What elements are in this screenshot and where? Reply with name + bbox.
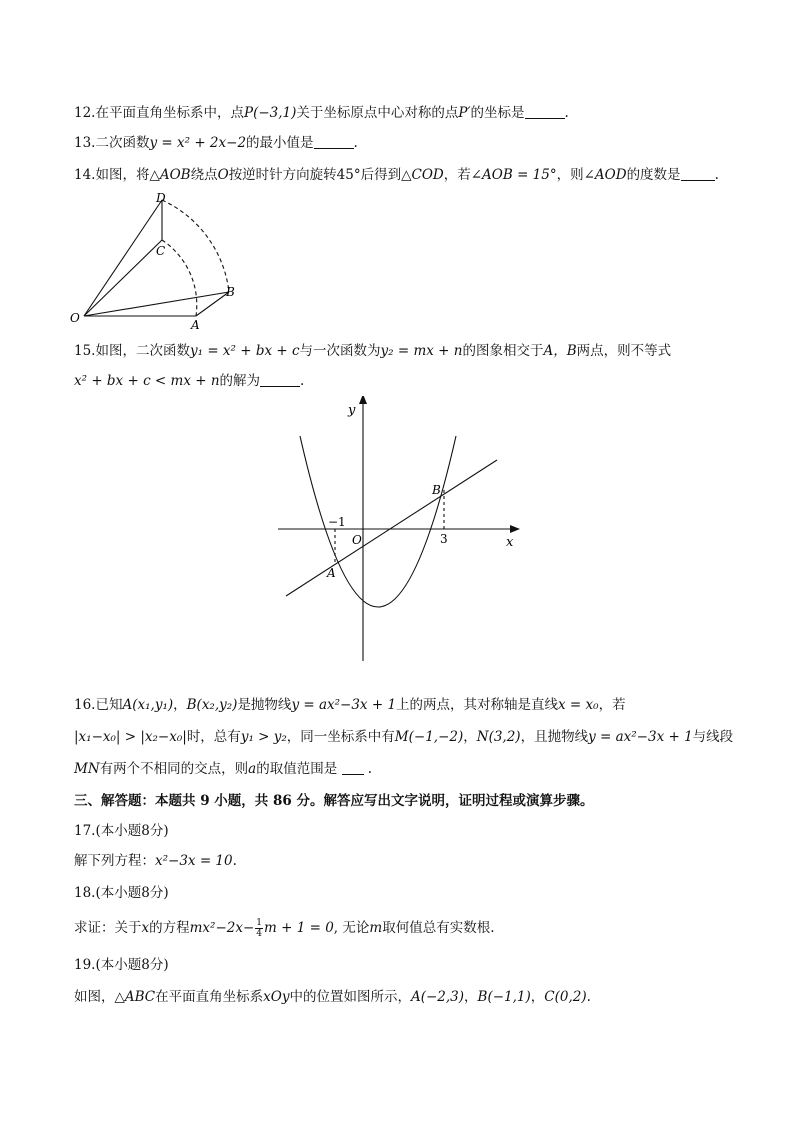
question-19: 如图，△ABC在平面直角坐标系xOy中的位置如图所示，A(−2,3)，B(−1,1)，C(0,2).: [74, 989, 591, 1005]
label-O: O: [352, 533, 362, 547]
question-15: 15.如图，二次函数y₁ = x² + bx + c与一次函数为y₂ = mx + n的图象相交于A，B两点，则不等式: [74, 343, 672, 359]
fraction-one-quarter: $\frac{1}{4}$: [256, 918, 263, 939]
question-18-heading: 18.(本小题8分): [74, 885, 169, 901]
segment-OD: [84, 200, 162, 316]
y-axis-arrow-icon: [359, 396, 367, 404]
arc-C-A: [162, 240, 197, 316]
question-13: 13.二次函数y = x² + 2x−2的最小值是 .: [74, 135, 358, 151]
question-12: 12.在平面直角坐标系中，点P(−3,1)关于坐标原点中心对称的点P′的坐标是 .: [74, 105, 569, 121]
segment-AB: [196, 292, 229, 316]
question-16-line3: MN有两个不相同的交点，则a的取值范围是 .: [74, 761, 373, 777]
answer-blank[interactable]: [525, 106, 565, 119]
arc-D-B: [162, 200, 229, 292]
question-16-line2: |x₁−x₀| > |x₂−x₀|时，总有y₁ > y₂，同一坐标系中有M(−1,−2)，N(3,2)，且抛物线y = ax²−3x + 1与线段: [74, 729, 734, 745]
question-15-line2: x² + bx + c < mx + n的解为 .: [74, 373, 305, 389]
label-C: C: [156, 244, 166, 258]
question-19-heading: 19.(本小题8分): [74, 957, 169, 973]
label-D: D: [156, 191, 166, 205]
answer-blank[interactable]: [681, 168, 715, 181]
rotation-figure: [66, 190, 246, 330]
answer-blank[interactable]: [260, 374, 300, 387]
label-B: B: [432, 483, 441, 497]
label-3: 3: [440, 532, 448, 546]
section-heading: 三、解答题：本题共 9 小题，共 86 分。解答应写出文字说明，证明过程或演算步骤。: [74, 793, 594, 809]
linear-function-line: [286, 460, 497, 596]
segment-OB: [84, 292, 229, 316]
x-axis-arrow-icon: [510, 525, 520, 533]
question-18: 求证：关于x的方程mx²−2x− $\frac{1}{4}$ m + 1 = 0, 无论m取何值总有实数根.: [74, 918, 495, 939]
label-x: x: [506, 535, 514, 550]
question-17: 解下列方程：x²−3x = 10.: [74, 853, 237, 869]
parabola-curve: [300, 436, 456, 607]
label-B: B: [226, 285, 235, 299]
label-y: y: [348, 403, 356, 418]
label-O: O: [70, 311, 80, 325]
label-neg1: −1: [328, 515, 346, 529]
answer-blank[interactable]: [314, 136, 354, 149]
answer-blank[interactable]: [342, 762, 364, 775]
parabola-line-figure: [270, 396, 530, 666]
label-A: A: [327, 566, 336, 580]
label-A: A: [191, 318, 200, 330]
question-16: 16.已知A(x₁,y₁)，B(x₂,y₂)是抛物线y = ax²−3x + 1上的两点，其对称轴是直线x = x₀，若: [74, 697, 626, 713]
question-17-heading: 17.(本小题8分): [74, 823, 169, 839]
question-14: 14.如图，将△AOB绕点O按逆时针方向旋转45°后得到△COD，若∠AOB = 15°，则∠AOD的度数是 .: [74, 167, 719, 183]
